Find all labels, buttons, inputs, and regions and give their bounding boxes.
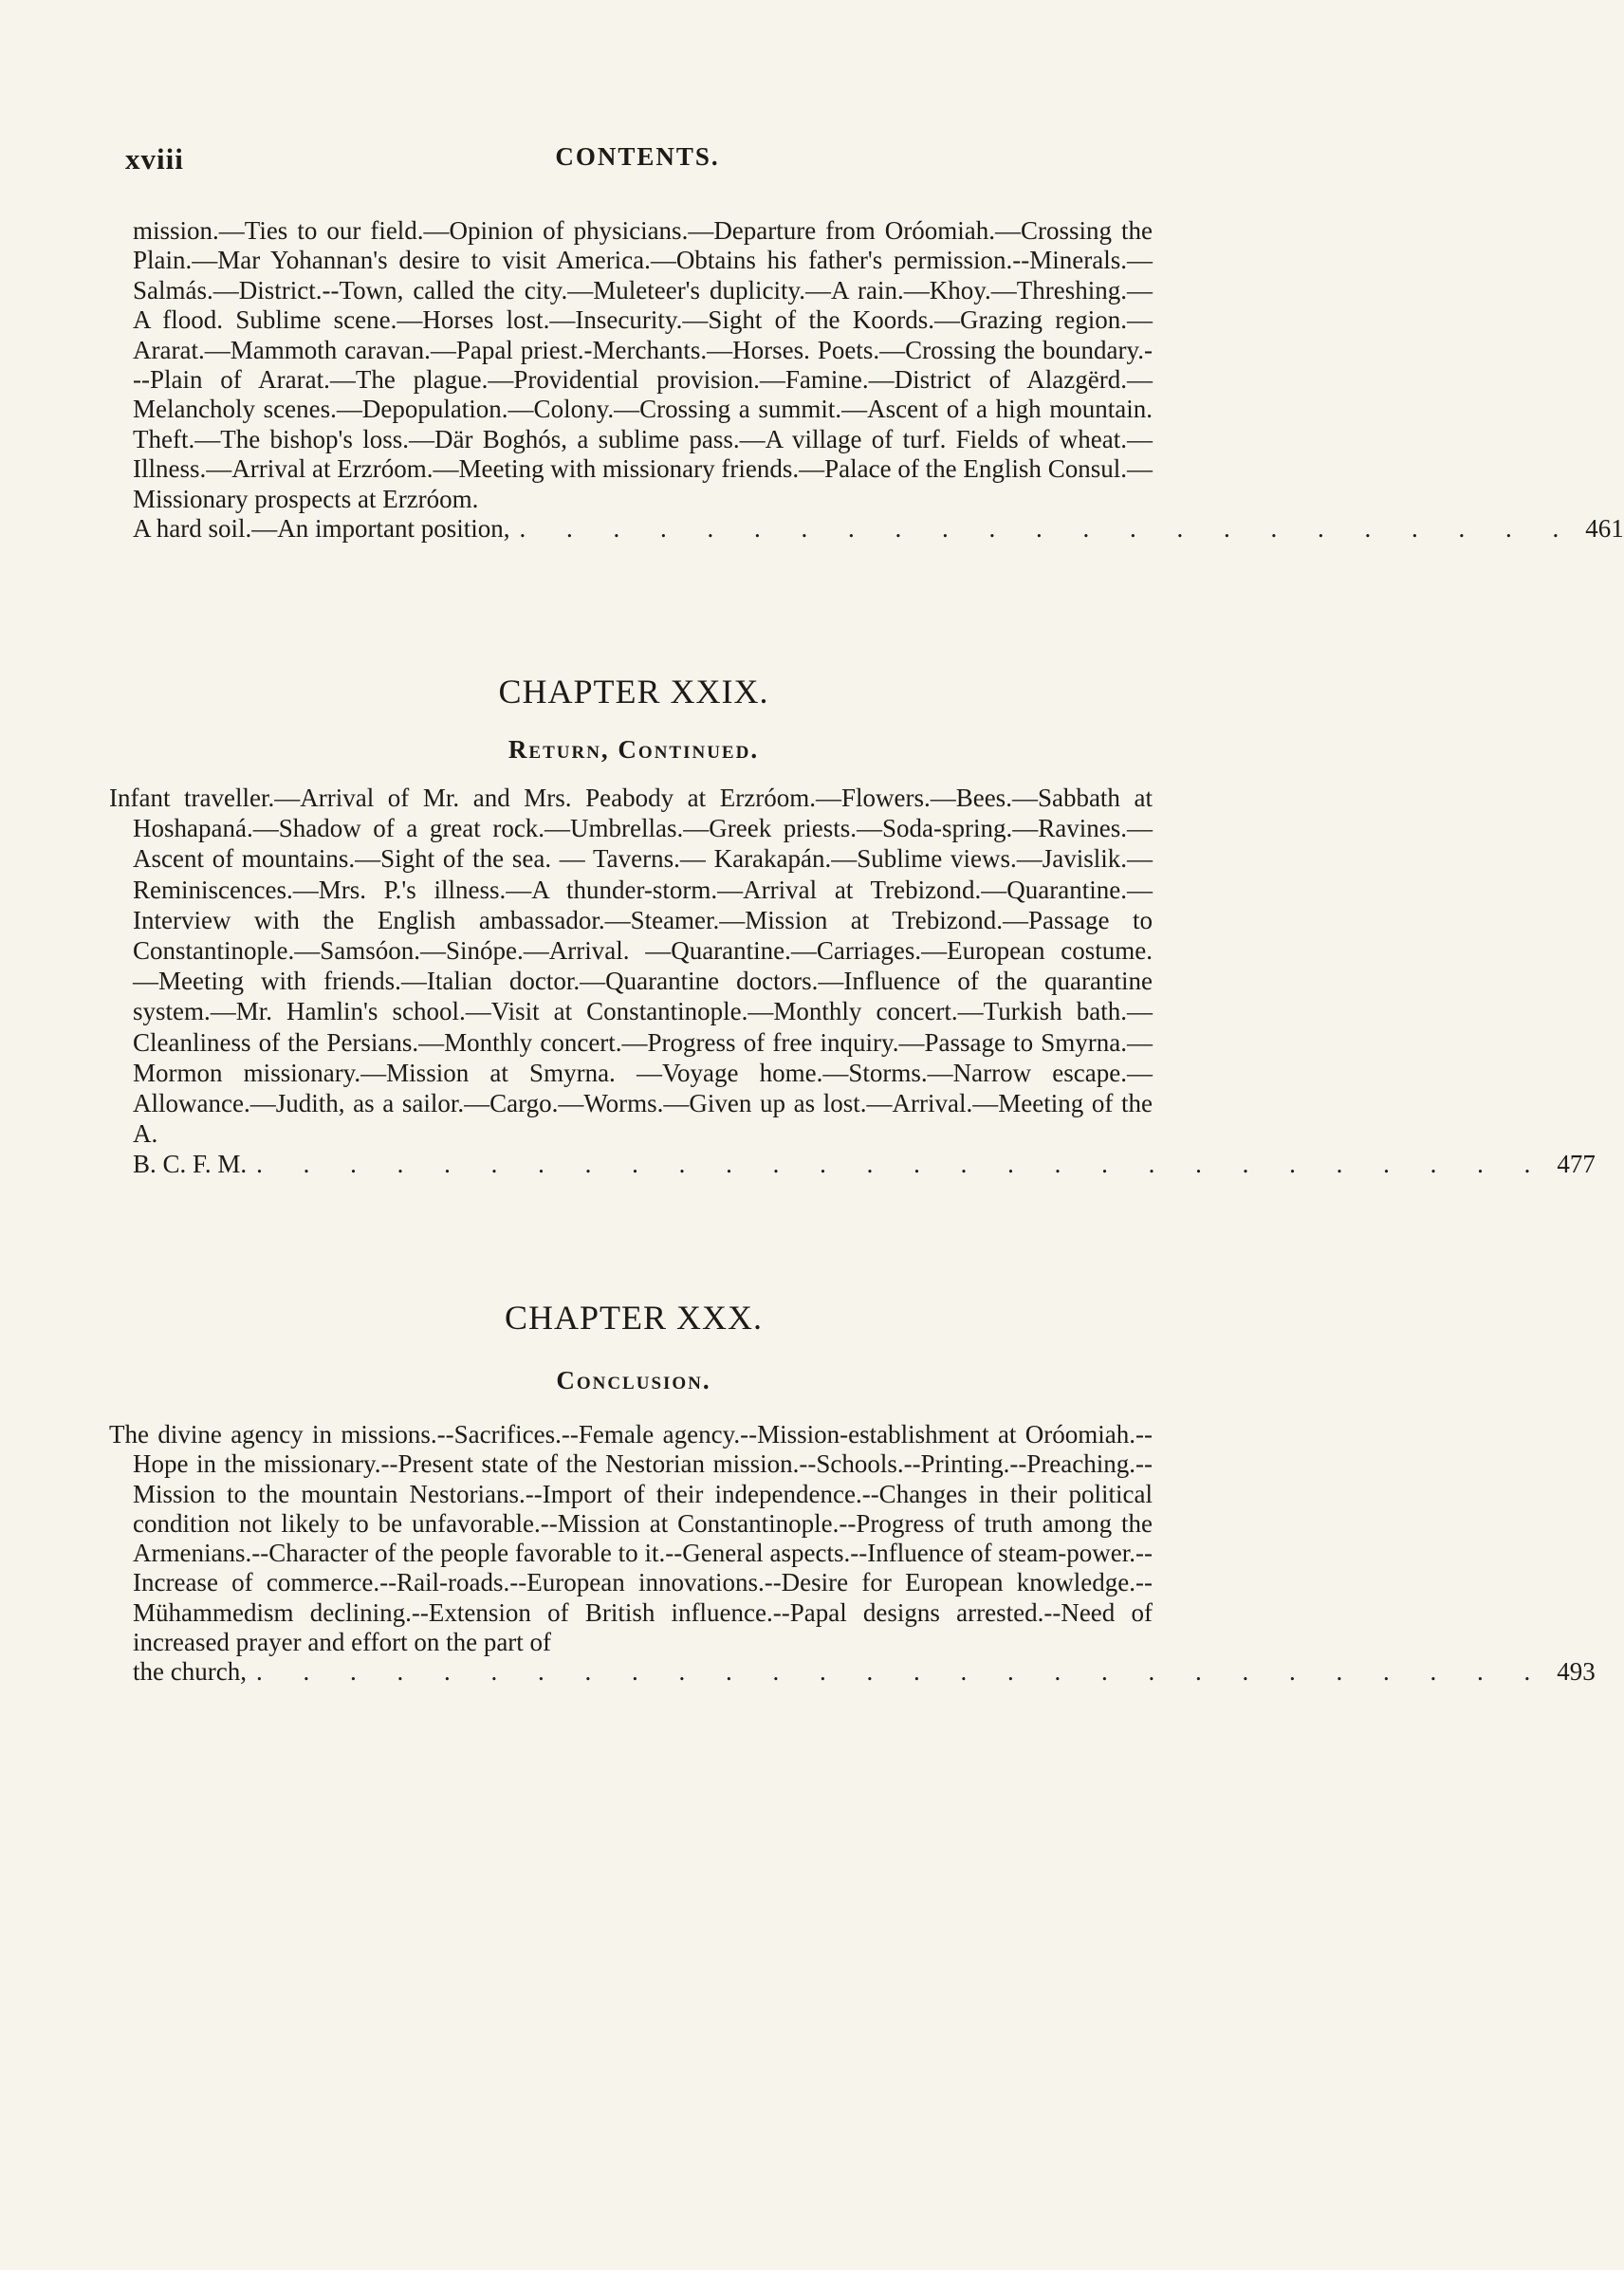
continuation-page-number: 461 [1585, 514, 1624, 544]
folio-number: xviii [125, 142, 184, 175]
continuation-summary: mission.—Ties to our field.—Opinion of physicians.—Departure from Oróomiah.—Crossing the Plain.—Mar Yohannan's desire to visit America.—Obtains his father's permission.--Minerals.—Salmás.—District.--Town, called the city.—Muleteer's duplicity.—A rain.—Khoy.—Threshing.—A flood. Sublime scene.—Horses lost.—Insecurity.—Sight of the Koords.—Grazing region.—Ararat.—Mammoth caravan.—Papal priest.-Merchants.—Horses. Poets.—Crossing the boundary.---Plain of Ararat.—The plague.—Providential provision.—Famine.—District of Alazgërd.—Melancholy scenes.—Depopulation.—Colony.—Crossing a summit.—Ascent of a high mountain. Theft.—The bishop's loss.—Där Boghós, a sublime pass.—A village of turf. Fields of wheat.—Illness.—Arrival at Erzróom.—Meeting with missionary friends.—Palace of the English Consul.—Missionary prospects at Erzróom. [133, 216, 1153, 513]
dot-leader: . . . . . . . . . . . . . . . . . . . . . . . . . . . . [256, 1150, 1548, 1179]
chapter-xxix-leader-line [109, 1149, 1596, 1179]
continuation-last-line: A hard soil.—An important position, [133, 514, 510, 544]
chapter-xxix-last-line: B. C. F. M. [133, 1150, 248, 1179]
chapter-xxx-leader-line [109, 1657, 1596, 1687]
chapter-xxix-summary: Infant traveller.—Arrival of Mr. and Mrs. Peabody at Erzróom.—Flowers.—Bees.—Sabbath at Hoshapaná.—Shadow of a great rock.—Umbrellas.—Greek priests.—Soda-spring.—Ravines.—Ascent of mountains.—Sight of the sea. — Taverns.— Karakapán.—Sublime views.—Javislik.—Reminiscences.—Mrs. P.'s illness.—A thunder-storm.—Arrival at Trebizond.—Quarantine.—Interview with the English ambassador.—Steamer.—Mission at Trebizond.—Passage to Constantinople.—Samsóon.—Sinópe.—Arrival. —Quarantine.—Carriages.—European costume.—Meeting with friends.—Italian doctor.—Quarantine doctors.—Influence of the quarantine system.—Mr. Hamlin's school.—Visit at Constantinople.—Monthly concert.—Turkish bath.—Cleanliness of the Persians.—Monthly concert.—Progress of free inquiry.—Passage to Smyrna.—Mormon missionary.—Mission at Smyrna. —Voyage home.—Storms.—Narrow escape.—Allowance.—Judith, as a sailor.—Cargo.—Worms.—Given up as lost.—Arrival.—Meeting of the A. [109, 784, 1153, 1149]
chapter-xxx-page-number: 493 [1557, 1657, 1596, 1687]
dot-leader: . . . . . . . . . . . . . . . . . . . . . . . [519, 514, 1577, 544]
running-title: CONTENTS. [555, 142, 720, 171]
chapter-xxix-title: CHAPTER XXIX. [498, 673, 769, 711]
page-header [125, 142, 1150, 190]
chapter-xxx-title: CHAPTER XXX. [504, 1299, 763, 1337]
dot-leader: . . . . . . . . . . . . . . . . . . . . . . . . . . . . [255, 1657, 1548, 1687]
chapter-xxx-last-line: the church, [133, 1657, 247, 1687]
chapter-xxix-page-number: 477 [1557, 1150, 1596, 1179]
chapter-xxviii-continuation [133, 216, 1624, 544]
chapter-xxx-summary-block [109, 1420, 1596, 1688]
chapter-xxx-summary: The divine agency in missions.--Sacrifices.--Female agency.--Mission-establishment at Oróomiah.--Hope in the missionary.--Present state of the Nestorian mission.--Schools.--Printing.--Preaching.--Mission to the mountain Nestorians.--Import of their independence.--Changes in their political condition not likely to be unfavorable.--Mission at Constantinople.--Progress of truth among the Armenians.--Character of the people favorable to it.--General aspects.--Influence of steam-power.--Increase of commerce.--Rail-roads.--European innovations.--Desire for European knowledge.--Mühammedism declining.--Extension of British influence.--Papal designs arrested.--Need of increased prayer and effort on the part of [109, 1420, 1153, 1657]
chapter-xxix-summary-block [109, 783, 1596, 1180]
chapter-xxix-subtitle: Return, Continued. [508, 735, 760, 764]
chapter-xxx-subtitle: Conclusion. [556, 1366, 711, 1394]
continuation-leader-line [133, 514, 1624, 544]
